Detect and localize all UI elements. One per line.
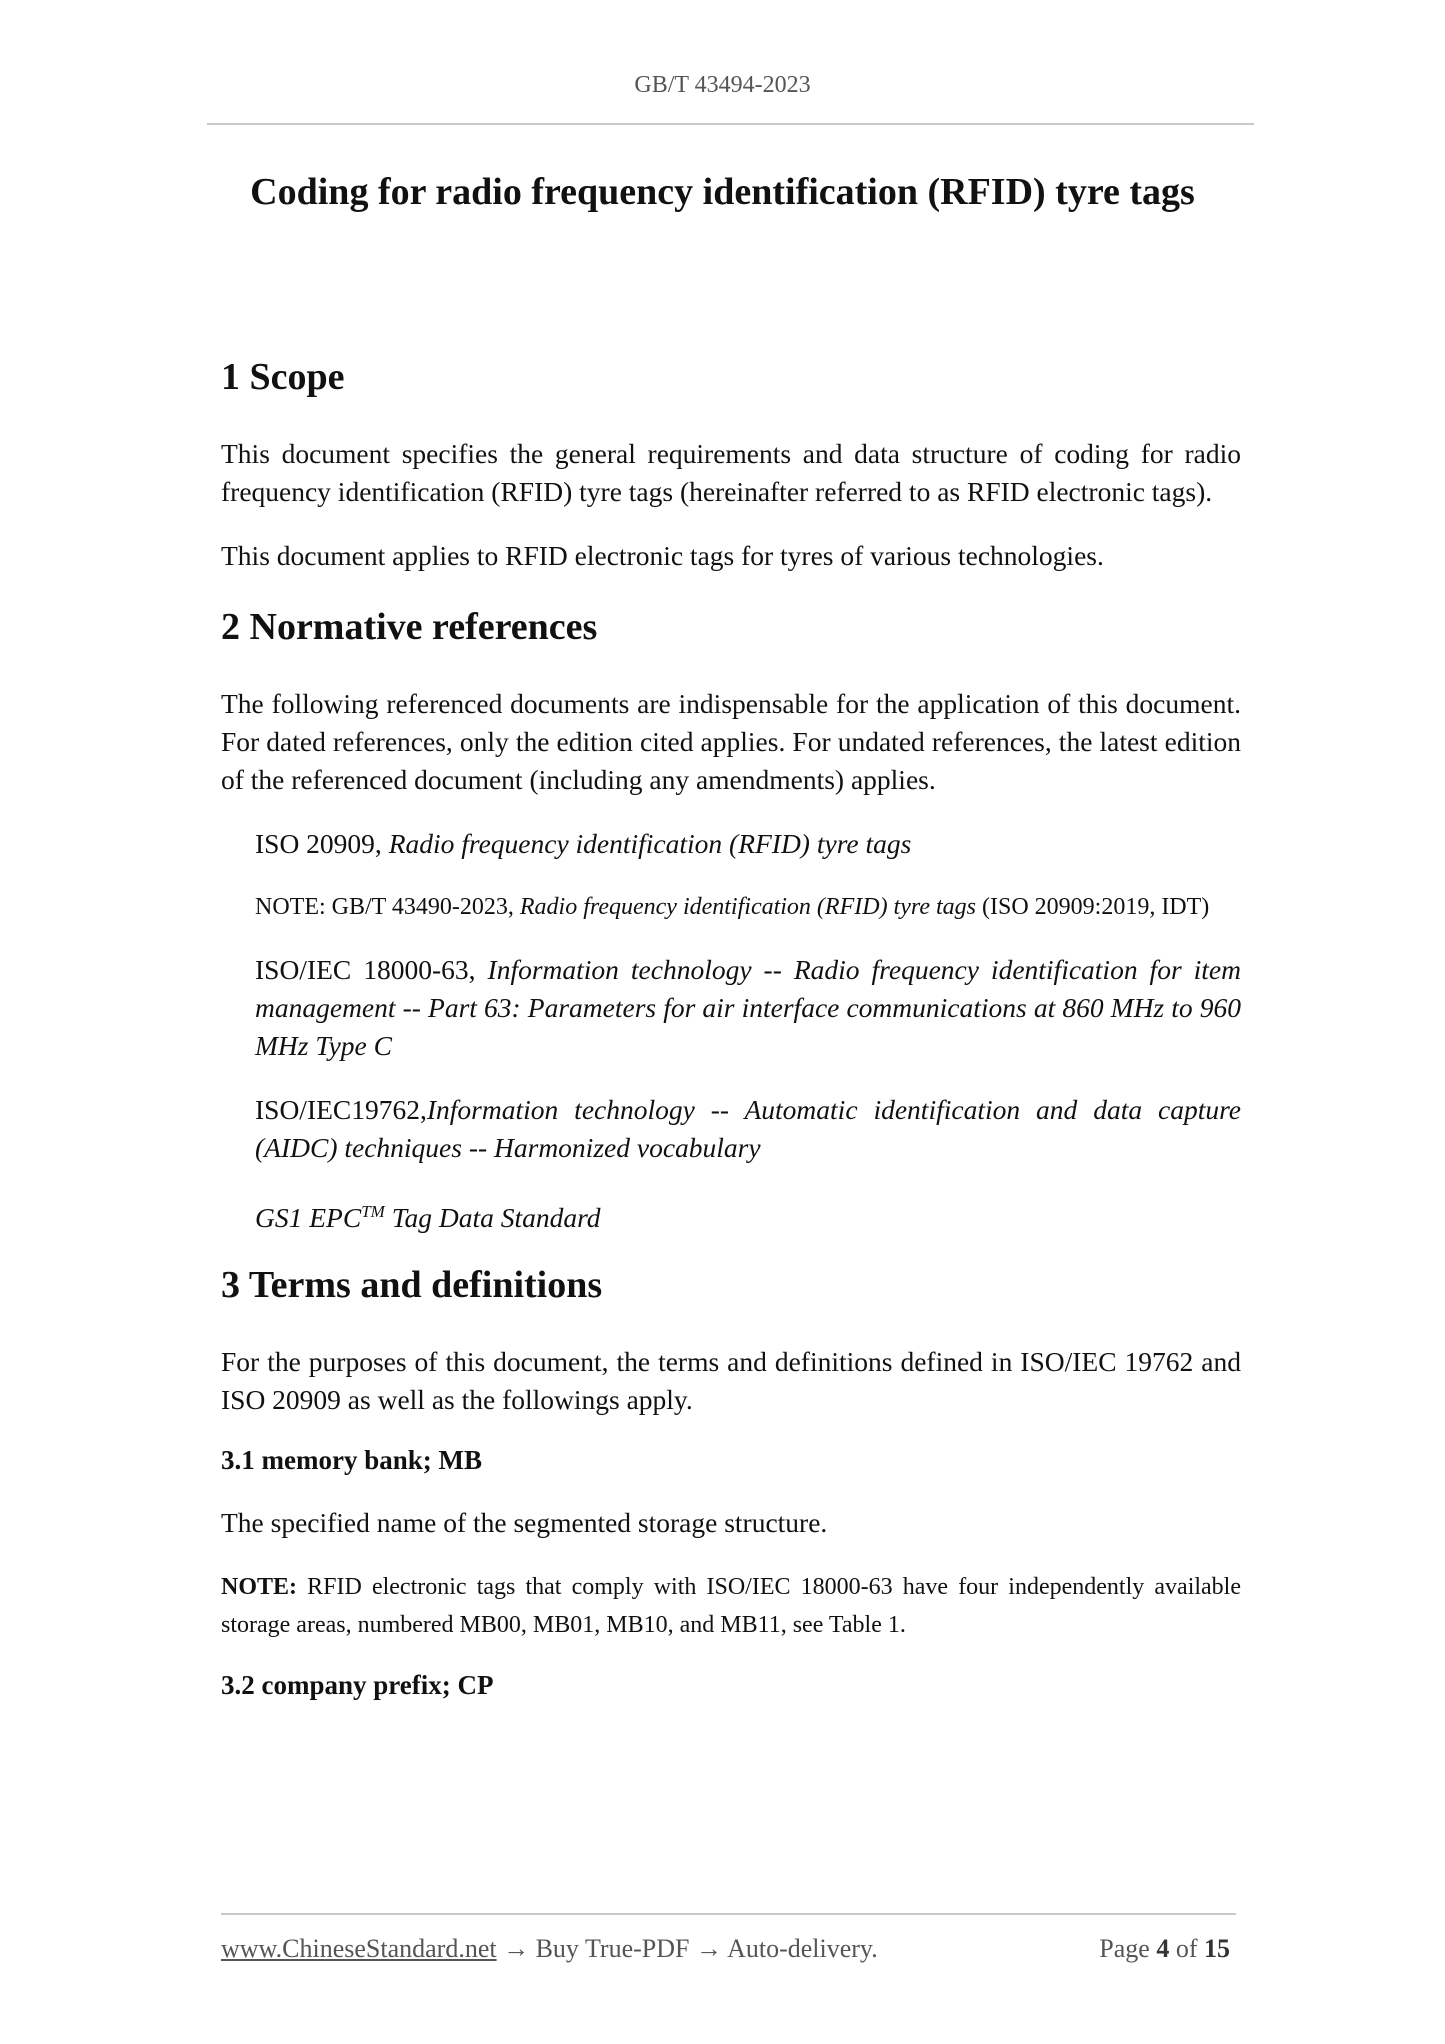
reference-code: ISO/IEC 18000-63, [255,954,476,985]
reference-item [255,951,1241,1065]
site-link[interactable]: www.ChineseStandard.net [221,1934,497,1963]
reference-item-gs1 [255,1193,1241,1237]
reference-item [255,1091,1241,1167]
reference-code: ISO 20909, [255,828,382,859]
page-label: Page [1099,1934,1150,1963]
section-terms [221,1263,1241,1701]
note-label: NOTE: [221,1574,298,1601]
header-divider [207,123,1254,125]
buy-text: Buy True-PDF [535,1934,690,1963]
page-indicator [1099,1934,1230,1964]
note-text: RFID electronic tags that comply with ISO/IEC 18000-63 have four independently available storage areas, numbered MB00, MB01, MB10, and MB11, see Table 1. [221,1574,1242,1639]
section-normative-references [221,605,1241,1237]
reference-title: Information technology -- Automatic identification and data capture (AIDC) techniques -- Harmonized vocabulary [255,1094,1241,1163]
footer-promo [221,1934,878,1964]
reference-code: ISO/IEC19762, [255,1094,427,1125]
document-body [221,355,1241,1729]
term-note [221,1568,1241,1644]
trademark-mark: TM [361,1202,385,1221]
gs1-name: GS1 EPC [255,1202,362,1234]
delivery-text: Auto-delivery. [727,1934,878,1963]
term-heading-company-prefix: 3.2 company prefix; CP [221,1670,494,1701]
section-heading-scope: 1 Scope [221,356,345,398]
scope-paragraph-2: This document applies to RFID electronic tags for tyres of various technologies. [221,540,1104,571]
reference-title: Information technology -- Radio frequency identification for item management -- Part 63: Parameters for air interface communications at 860 MHz to 960 MHz Type C [255,954,1241,1061]
term-definition: The specified name of the segmented storage structure. [221,1507,828,1539]
footer-divider [221,1913,1236,1915]
note-prefix: NOTE: GB/T 43490-2023, [255,894,514,920]
section-heading-normative: 2 Normative references [221,606,598,648]
arrow-icon: → [503,1934,530,1963]
note-suffix: (ISO 20909:2019, IDT) [981,894,1210,920]
reference-title: Radio frequency identification (RFID) tyre tags [388,828,912,859]
terms-intro: For the purposes of this document, the terms and definitions defined in ISO/IEC 19762 and ISO 20909 as well as the followings apply. [221,1346,1241,1416]
normative-intro: The following referenced documents are indispensable for the application of this document. For dated references, only the edition cited applies. For undated references, the latest edition of the referenced document (including any amendments) applies. [221,688,1241,795]
section-heading-terms: 3 Terms and definitions [221,1264,603,1307]
of-label: of [1175,1934,1198,1963]
scope-paragraph-1: This document specifies the general requirements and data structure of coding for radio frequency identification (RFID) tyre tags (hereinafter referred to as RFID electronic tags). [221,438,1241,507]
note-title: Radio frequency identification (RFID) tyre tags [519,894,976,920]
arrow-icon: → [696,1934,722,1963]
document-title: Coding for radio frequency identification (RFID) tyre tags [250,171,1195,213]
term-heading-memory-bank: 3.1 memory bank; MB [221,1445,482,1476]
reference-note [255,889,1241,925]
page-total: 15 [1204,1934,1230,1963]
page-current: 4 [1156,1934,1170,1963]
reference-item [255,825,1241,863]
section-scope [221,355,1241,575]
document-code-header: GB/T 43494-2023 [634,72,811,98]
gs1-rest: Tag Data Standard [391,1202,601,1234]
